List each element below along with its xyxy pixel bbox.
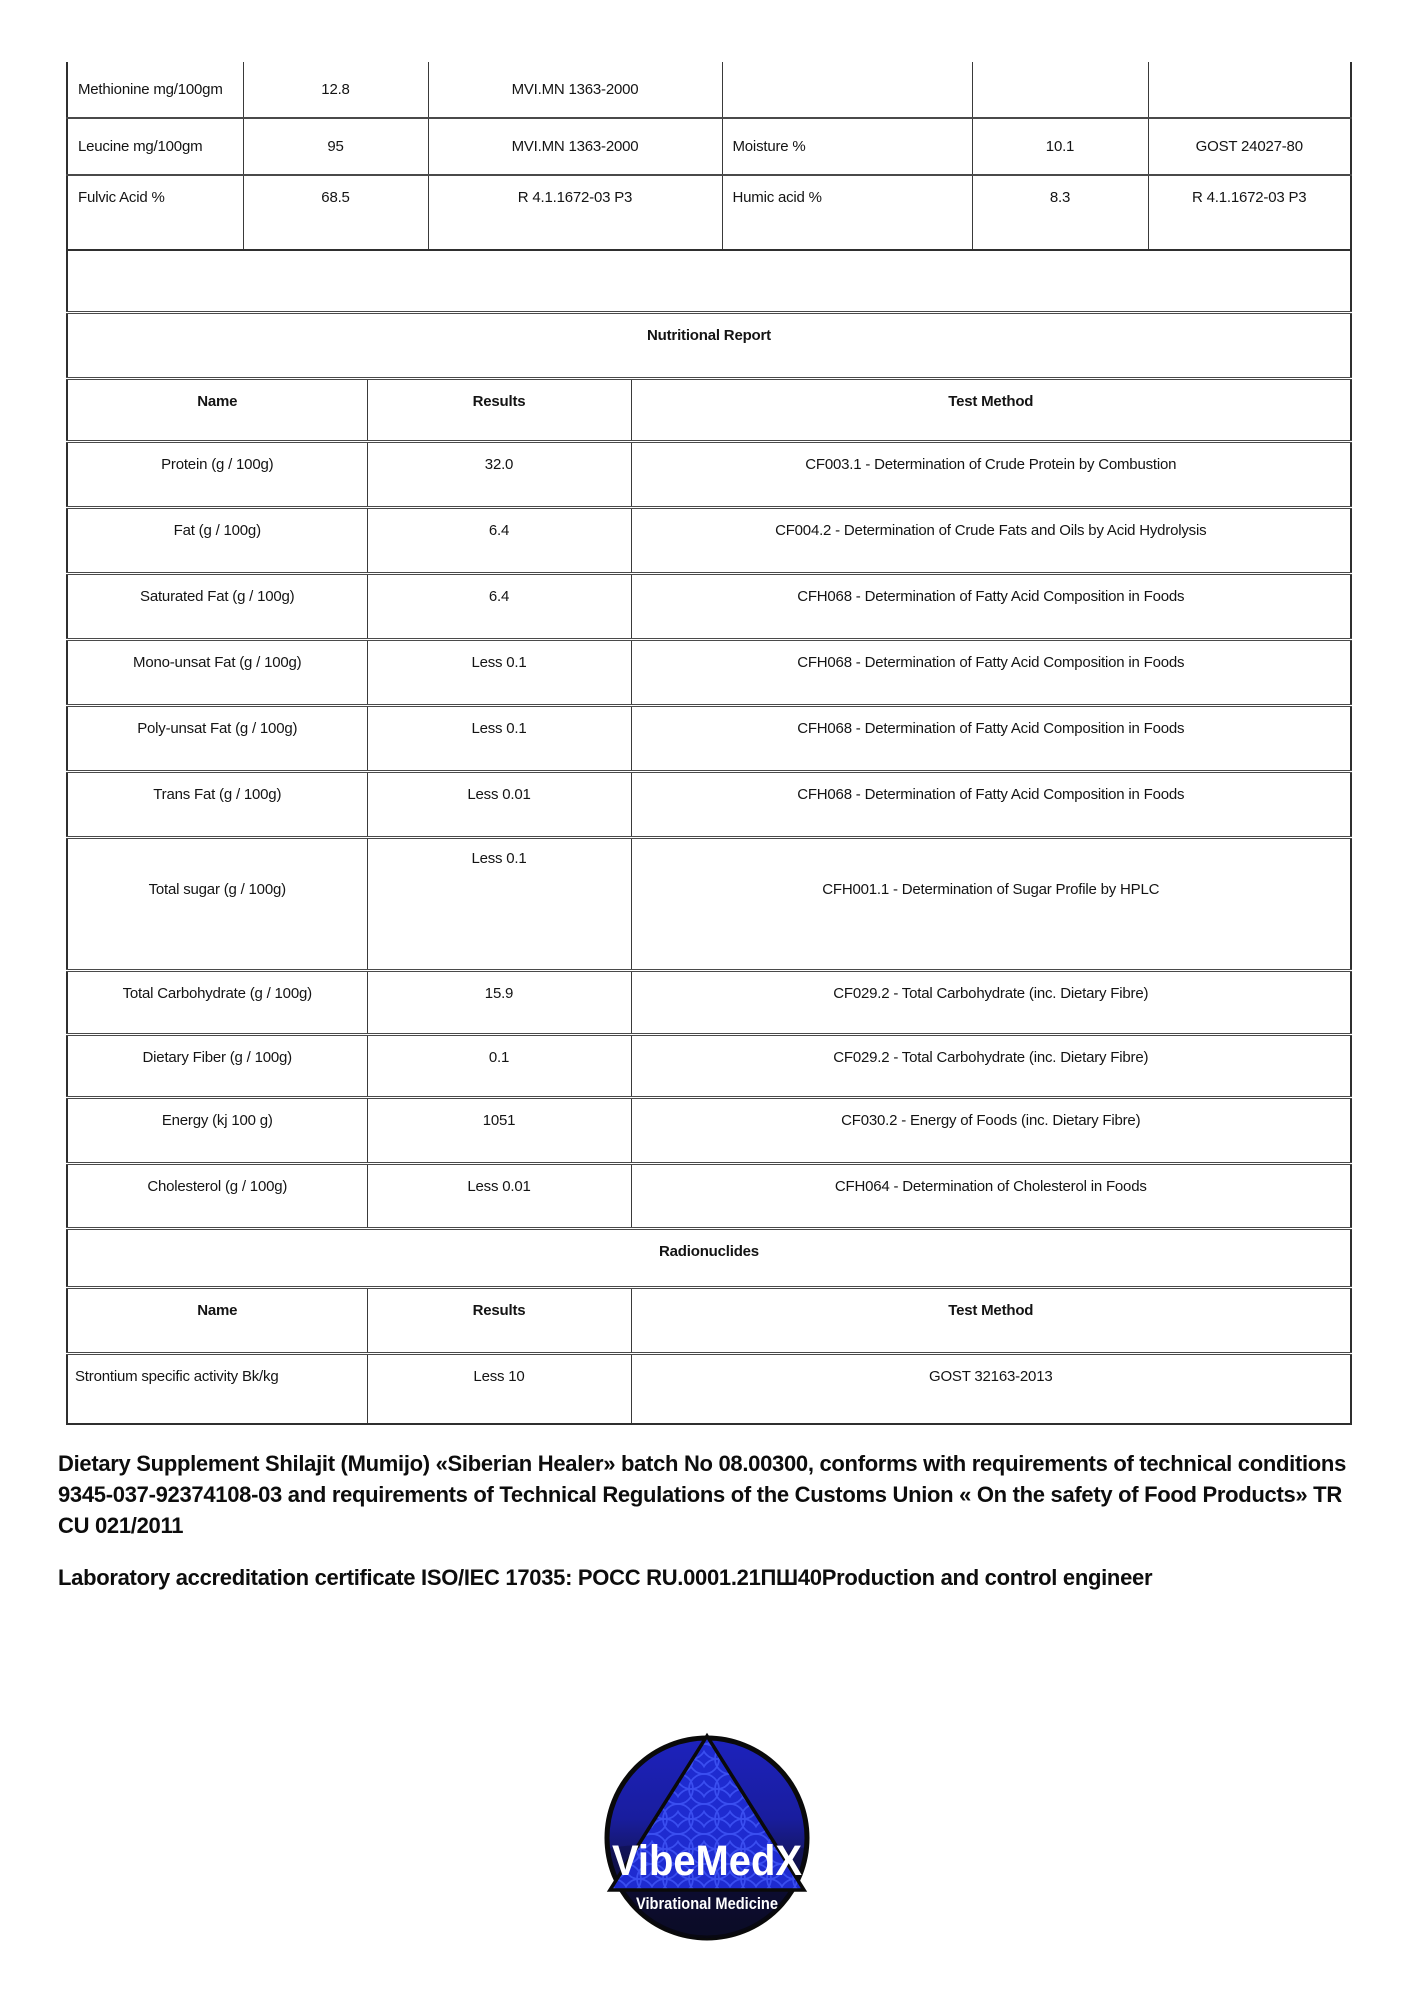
method-cell: CF004.2 - Determination of Crude Fats and Oils by Acid Hydrolysis [631,507,1351,573]
result-cell: Less 0.1 [367,639,631,705]
table-row [67,1034,1351,1097]
method-cell: CFH068 - Determination of Fatty Acid Composition in Foods [631,705,1351,771]
header-row [67,378,1351,441]
method-cell: R 4.1.1672-03 P3 [428,175,722,250]
table-row [67,118,1351,175]
nutritional-report-table [66,250,1352,1425]
section-title-radionuclides: Radionuclides [67,1228,1351,1287]
table-row [67,639,1351,705]
result-cell: 68.5 [243,175,428,250]
method-cell: CF003.1 - Determination of Crude Protein by Combustion [631,441,1351,507]
accreditation-statement: Laboratory accreditation certificate ISO/IEC 17035: POCC RU.0001.21ПШ40Production and control engineer [58,1565,1153,1590]
header-row [67,1287,1351,1353]
analyte-name-cell [722,62,972,118]
method-cell [1148,62,1351,118]
column-header-name: Name [67,1287,367,1353]
table-row [67,705,1351,771]
column-header-name: Name [67,378,367,441]
table-row [67,1353,1351,1424]
column-header-results: Results [367,1287,631,1353]
section-title-row [67,1228,1351,1287]
method-cell: CF029.2 - Total Carbohydrate (inc. Dietary Fibre) [631,970,1351,1034]
analyte-name-cell: Total Carbohydrate (g / 100g) [67,970,367,1034]
table-row [67,1097,1351,1163]
result-cell: Less 0.1 [367,705,631,771]
conformity-statement: Dietary Supplement Shilajit (Mumijo) «Siberian Healer» batch No 08.00300, conforms with requirements of technical conditions 9345-037-92374108-03 and requirements of Technical Regulations of the Customs Union « On the safety of Food Products» TR CU 021/2011 [58,1451,1347,1538]
analyte-name-cell: Dietary Fiber (g / 100g) [67,1034,367,1097]
method-cell: MVI.MN 1363-2000 [428,118,722,175]
result-cell: 10.1 [972,118,1148,175]
result-cell: Less 0.01 [367,1163,631,1228]
amino-moisture-table [66,62,1352,251]
result-cell: Less 0.01 [367,771,631,837]
method-cell: GOST 24027-80 [1148,118,1351,175]
result-cell: Less 0.1 [367,837,631,970]
method-cell: GOST 32163-2013 [631,1353,1351,1424]
result-cell: 95 [243,118,428,175]
analyte-name-cell: Total sugar (g / 100g) [67,837,367,970]
vibemedx-logo [600,1729,814,1947]
analyte-name-cell: Fulvic Acid % [67,175,243,250]
analyte-name-cell: Trans Fat (g / 100g) [67,771,367,837]
result-cell: 12.8 [243,62,428,118]
table-row [67,175,1351,250]
analyte-name-cell: Energy (kj 100 g) [67,1097,367,1163]
analyte-name-cell: Leucine mg/100gm [67,118,243,175]
analyte-name-cell: Mono-unsat Fat (g / 100g) [67,639,367,705]
result-cell: 8.3 [972,175,1148,250]
analyte-name-cell: Poly-unsat Fat (g / 100g) [67,705,367,771]
method-cell: R 4.1.1672-03 P3 [1148,175,1351,250]
method-cell: CFH064 - Determination of Cholesterol in Foods [631,1163,1351,1228]
result-cell: 6.4 [367,507,631,573]
table-row [67,507,1351,573]
result-cell: Less 10 [367,1353,631,1424]
logo-graphic [600,1729,814,1947]
result-cell: 15.9 [367,970,631,1034]
analyte-name-cell: Protein (g / 100g) [67,441,367,507]
method-cell: CFH068 - Determination of Fatty Acid Composition in Foods [631,573,1351,639]
spacer-row [67,250,1351,312]
analyte-name-cell: Saturated Fat (g / 100g) [67,573,367,639]
section-title-nutritional: Nutritional Report [67,312,1351,378]
column-header-results: Results [367,378,631,441]
method-cell: CFH001.1 - Determination of Sugar Profile by HPLC [631,837,1351,970]
table-row [67,62,1351,118]
result-cell: 6.4 [367,573,631,639]
analyte-name-cell: Methionine mg/100gm [67,62,243,118]
analyte-name-cell: Fat (g / 100g) [67,507,367,573]
result-cell: 0.1 [367,1034,631,1097]
method-cell: MVI.MN 1363-2000 [428,62,722,118]
analyte-name-cell: Humic acid % [722,175,972,250]
analyte-name-cell: Moisture % [722,118,972,175]
table-row [67,441,1351,507]
logo-tagline-text: Vibrational Medicine [636,1894,778,1913]
table-row [67,771,1351,837]
section-title-row [67,312,1351,378]
logo-brand-text: VibeMedX [612,1837,803,1885]
method-cell: CFH068 - Determination of Fatty Acid Composition in Foods [631,639,1351,705]
method-cell: CF030.2 - Energy of Foods (inc. Dietary Fibre) [631,1097,1351,1163]
analyte-name-cell: Strontium specific activity Bk/kg [67,1353,367,1424]
method-cell: CF029.2 - Total Carbohydrate (inc. Dietary Fibre) [631,1034,1351,1097]
table-row [67,1163,1351,1228]
analyte-name-cell: Cholesterol (g / 100g) [67,1163,367,1228]
result-cell: 1051 [367,1097,631,1163]
method-cell: CFH068 - Determination of Fatty Acid Composition in Foods [631,771,1351,837]
result-cell [972,62,1148,118]
table-row [67,837,1351,970]
table-row [67,573,1351,639]
table-row [67,970,1351,1034]
empty-cell [67,250,1351,312]
result-cell: 32.0 [367,441,631,507]
column-header-test-method: Test Method [631,1287,1351,1353]
column-header-test-method: Test Method [631,378,1351,441]
